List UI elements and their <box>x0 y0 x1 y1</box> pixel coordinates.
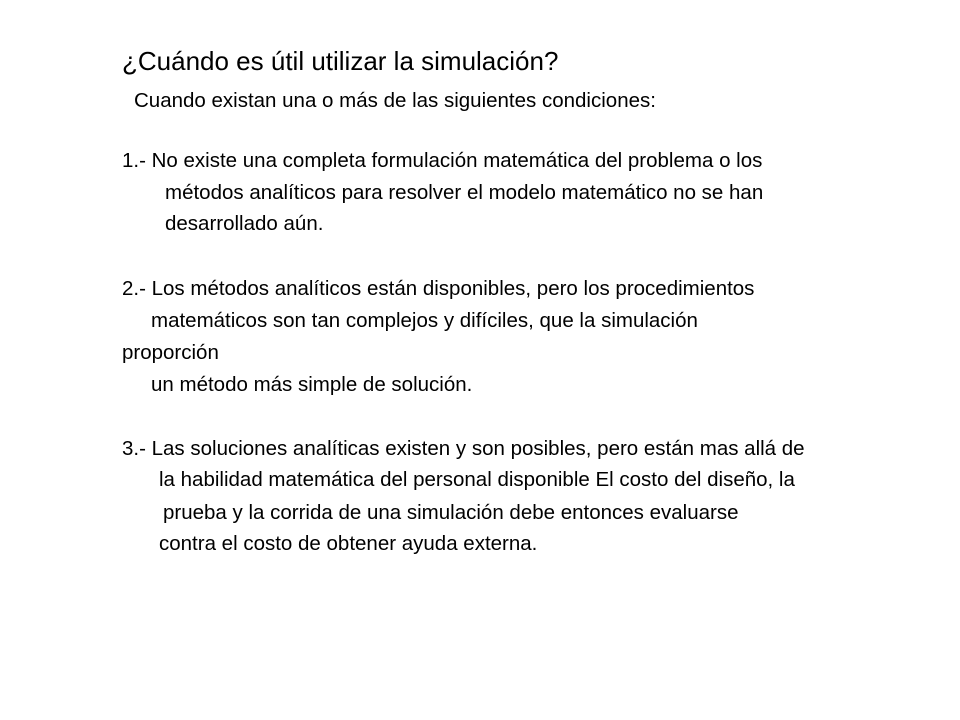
condition-2-line-2: matemáticos son tan complejos y difíciles, que la simulación <box>151 309 698 332</box>
condition-3-line-2: la habilidad matemática del personal disponible El costo del diseño, la <box>159 468 795 491</box>
condition-2-line-3: proporción <box>122 341 219 364</box>
intro-text: Cuando existan una o más de las siguientes condiciones: <box>134 89 656 112</box>
condition-3-line-3: prueba y la corrida de una simulación debe entonces evaluarse <box>163 501 739 524</box>
condition-1-line-1: 1.- No existe una completa formulación matemática del problema o los <box>122 149 763 172</box>
condition-3-line-1: 3.- Las soluciones analíticas existen y son posibles, pero están mas allá de <box>122 437 805 460</box>
condition-2-line-4: un método más simple de solución. <box>151 373 473 396</box>
condition-1-line-2: métodos analíticos para resolver el modelo matemático no se han <box>165 181 764 204</box>
condition-3-line-4: contra el costo de obtener ayuda externa. <box>159 532 538 555</box>
slide-title: ¿Cuándo es útil utilizar la simulación? <box>122 46 559 76</box>
condition-2-line-1: 2.- Los métodos analíticos están disponibles, pero los procedimientos <box>122 277 755 300</box>
condition-1-line-3: desarrollado aún. <box>165 212 324 235</box>
